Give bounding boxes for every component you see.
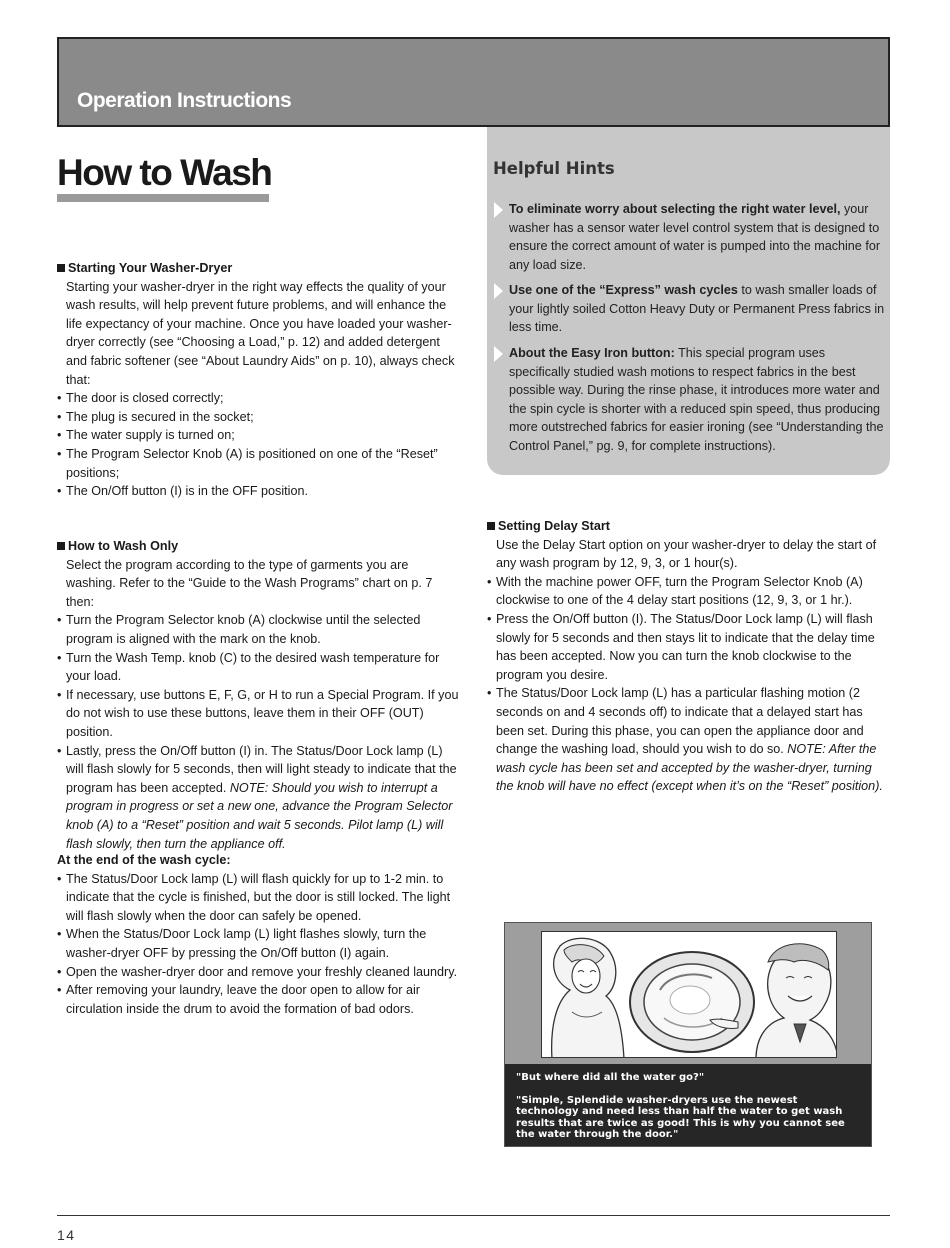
list-item: • The door is closed correctly; [57,389,461,408]
list-item: • The plug is secured in the socket; [57,408,461,427]
list-item: • With the machine power OFF, turn the Program Selector Knob (A) clockwise to one of the 4 delay start positions (12, 9, 3, or 1 hr.). [487,573,885,610]
cartoon-illustration [541,931,837,1058]
arrow-icon [494,283,503,299]
caption-question: "But where did all the water go?" [516,1072,705,1083]
note-text: NOTE: After the wash cycle has been set and accepted by the washer-dryer, turning the knob will have no effect (except when it’s on the “Reset” position). [496,742,883,794]
helpful-hints-title: Helpful Hints [493,159,615,178]
hint-bold: Use one of the “Express” wash cycles [509,283,738,297]
footer-divider [57,1215,890,1216]
checklist [57,389,461,501]
list-item: • When the Status/Door Lock lamp (L) light flashes slowly, turn the washer-dryer OFF by pressing the On/Off button (I) again. [57,925,461,962]
hint-bold: To eliminate worry about selecting the right water level, [509,202,841,216]
list-item: • Turn the Program Selector knob (A) clockwise until the selected program is aligned with the mark on the knob. [57,611,461,648]
arrow-icon [494,346,503,362]
list-item: • The Status/Door Lock lamp (L) will flash quickly for up to 1-2 min. to indicate that the cycle is finished, but the door is still locked. The light will flash slowly when the door can safely be opened. [57,870,461,926]
steps-list [57,611,461,853]
list-item: • The water supply is turned on; [57,426,461,445]
hint-bold: About the Easy Iron button: [509,346,675,360]
steps-list [487,573,885,796]
section-title: Operation Instructions [77,89,292,112]
list-item: • The Status/Door Lock lamp (L) has a particular flashing motion (2 seconds on and 4 seconds off) to indicate that a delayed start has been set. During this phase, you can open the appliance door and change the washing load, should you wish to do so. NOTE: After the wash cycle has been set and accepted by the washer-dryer, turning the knob will have no effect (except when it’s on the “Reset” position). [487,684,885,796]
section-heading: Starting Your Washer-Dryer [57,259,461,278]
section-delay-start [487,517,885,796]
hint-easy-iron [509,344,887,455]
section-intro: Use the Delay Start option on your washer-dryer to delay the start of any wash program by 12, 9, 3, or 1 hour(s). [496,537,877,571]
section-wash-only [57,537,461,853]
section-heading: At the end of the wash cycle: [57,853,231,867]
washer-cartoon-icon [542,932,837,1058]
hint-text: to wash smaller loads of your lightly soiled Cotton Heavy Duty or Permanent Press fabrics in less time. [509,283,885,334]
hint-express-cycles [509,281,887,337]
square-bullet-icon [57,542,65,550]
hint-text: This special program uses specifically studied wash motions to respect fabrics in the best possible way. During the rinse phase, it introduces more water and the spin cycle is shorter with a reduced spin speed, thus producing more outstreched fabrics for easier ironing (see “Understanding the Control Panel,” pg. 9, for complete instructions). [509,346,884,453]
illustration-caption [505,1064,871,1146]
list-item: • Turn the Wash Temp. knob (C) to the desired wash temperature for your load. [57,649,461,686]
list-item: • Open the washer-dryer door and remove your freshly cleaned laundry. [57,963,461,982]
hint-water-level [509,200,887,274]
section-heading: Setting Delay Start [487,517,885,536]
title-underline [57,194,269,202]
header-band [57,37,890,127]
list-item: • The Program Selector Knob (A) is positioned on one of the “Reset” positions; [57,445,461,482]
note-text: NOTE: Should you wish to interrupt a program in progress or set a new one, advance the Program Selector knob (A) to a “Reset” position and wait 5 seconds. Pilot lamp (L) will flash slowly, then turn the appliance off. [66,780,453,851]
section-intro: Starting your washer-dryer in the right way effects the quality of your wash results, will help prevent future problems, and will enhance the life expectancy of your machine. Once you have loaded your washer-dryer correctly (see “Choosing a Load,” p. 12) and added detergent and fabric softener (see “About Laundry Aids” on p. 10), always check that: [66,279,455,387]
section-heading: How to Wash Only [57,537,461,556]
square-bullet-icon [57,264,65,272]
list-item: • Lastly, press the On/Off button (I) in. The Status/Door Lock lamp (L) will flash slowly for 5 seconds, then will light steady to indicate that the program has been accepted. NOTE: Should you wish to interrupt a program in progress or set a new one, advance the Program Selector knob (A) to a “Reset” position and wait 5 seconds. Pilot lamp (L) will flash slowly, then turn the appliance off. [57,742,461,854]
section-intro: Select the program according to the type of garments you are washing. Refer to the “Guide to the Wash Programs” chart on p. 7 then: [66,557,433,609]
illustration-frame [504,922,872,1147]
hint-text: your washer has a sensor water level control system that is designed to ensure the correct amount of water is pumped into the machine for any load size. [509,202,881,272]
list-item: • If necessary, use buttons E, F, G, or H to run a Special Program. If you do not wish to use these buttons, leave them in their OFF (OUT) position. [57,686,461,742]
page-number: 14 [57,1227,76,1243]
section-starting [57,259,461,501]
list-item: • The On/Off button (I) is in the OFF position. [57,482,461,501]
square-bullet-icon [487,522,495,530]
arrow-icon [494,202,503,218]
section-end-cycle [57,851,461,1018]
list-item: • After removing your laundry, leave the door open to allow for air circulation inside the drum to avoid the formation of bad odors. [57,981,461,1018]
list-item: • Press the On/Off button (I). The Status/Door Lock lamp (L) will flash slowly for 5 seconds and then stays lit to indicate that the delay time has been accepted. Now you can turn the knob clockwise to the program you desire. [487,610,885,684]
page-title: How to Wash [57,152,272,193]
caption-answer: "Simple, Splendide washer-dryers use the newest technology and need less than half the water to get wash results that are twice as good! This is why you cannot see the water through the door." [516,1094,845,1140]
steps-list [57,870,461,1019]
helpful-hints-panel [487,127,890,475]
